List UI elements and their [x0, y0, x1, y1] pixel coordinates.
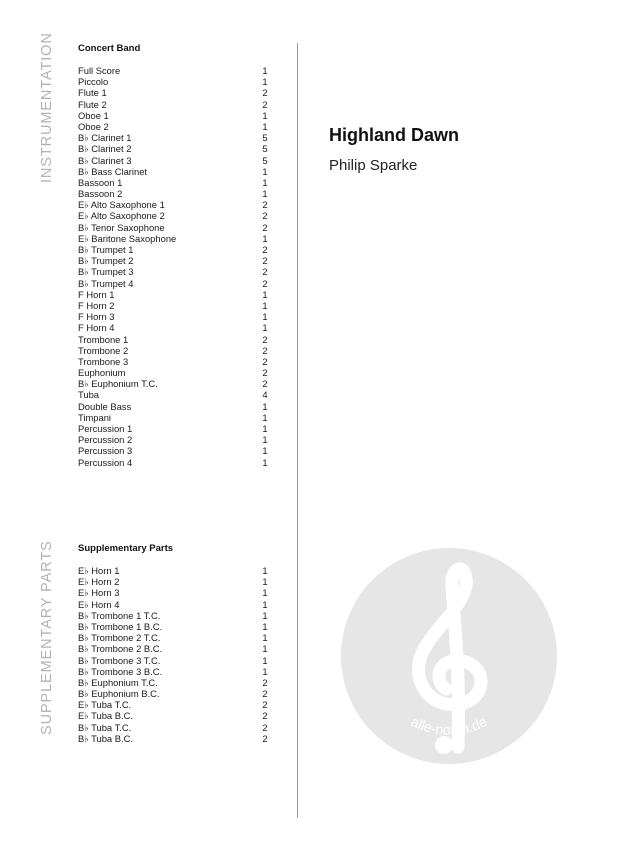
part-count: 5: [262, 154, 268, 166]
part-name: B♭ Trombone 1 T.C.: [78, 609, 161, 621]
supplementary-part-row: [78, 610, 270, 621]
watermark-text: alle-noten.de: [408, 713, 490, 738]
part-name: B♭ Trombone 2 B.C.: [78, 643, 163, 655]
supplementary-part-row: [78, 587, 270, 598]
part-name: B♭ Bass Clarinet: [78, 165, 148, 177]
part-count: 1: [262, 288, 268, 300]
supplementary-parts-heading: Supplementary Parts: [78, 543, 174, 554]
supplementary-part-row: [78, 655, 270, 666]
supplementary-part-row: [78, 677, 270, 688]
concert-band-part-row: [78, 76, 270, 87]
part-name: B♭ Tuba T.C.: [78, 721, 132, 733]
part-name: Oboe 1: [78, 109, 109, 121]
supplementary-part-row: [78, 722, 270, 733]
part-count: 2: [262, 244, 268, 255]
part-count: 2: [262, 255, 268, 267]
part-name: F Horn 2: [78, 299, 115, 311]
part-count: 2: [262, 221, 268, 233]
part-count: 1: [262, 576, 268, 588]
concert-band-part-row: [78, 356, 270, 367]
concert-band-part-row: [78, 378, 270, 389]
part-name: Percussion 4: [78, 456, 133, 468]
concert-band-part-row: [78, 434, 270, 445]
concert-band-part-row: [78, 311, 270, 322]
part-count: 2: [262, 87, 268, 99]
concert-band-part-row: [78, 210, 270, 221]
concert-band-part-row: [78, 65, 270, 76]
part-count: 1: [262, 165, 268, 177]
alle-noten-watermark-logo: [340, 547, 558, 765]
part-count: 2: [262, 266, 268, 278]
part-count: 2: [262, 732, 268, 744]
part-count: 2: [262, 378, 268, 390]
concert-band-part-row: [78, 188, 270, 199]
part-name: Timpani: [78, 411, 111, 423]
part-count: 1: [262, 176, 268, 188]
part-name: Percussion 2: [78, 434, 133, 446]
part-count: 1: [262, 299, 268, 311]
part-name: Flute 1: [78, 87, 107, 99]
supplementary-part-row: [78, 643, 270, 654]
part-count: 1: [262, 434, 268, 446]
part-count: 2: [262, 210, 268, 222]
part-name: B♭ Tuba B.C.: [78, 732, 133, 744]
supplementary-part-row: [78, 632, 270, 643]
concert-band-part-row: [78, 334, 270, 345]
part-name: Trombone 1: [78, 333, 129, 345]
part-name: B♭ Trumpet 4: [78, 277, 134, 289]
concert-band-part-row: [78, 255, 270, 266]
part-name: B♭ Trombone 3 T.C.: [78, 654, 161, 666]
concert-band-part-row: [78, 412, 270, 423]
concert-band-part-row: [78, 87, 270, 98]
concert-band-part-row: [78, 143, 270, 154]
part-name: B♭ Trombone 1 B.C.: [78, 620, 163, 632]
concert-band-part-row: [78, 322, 270, 333]
part-name: Euphonium: [78, 367, 126, 379]
concert-band-part-row: [78, 132, 270, 143]
concert-band-part-row: [78, 300, 270, 311]
part-name: E♭ Tuba T.C.: [78, 699, 132, 711]
part-name: E♭ Horn 4: [78, 598, 120, 610]
concert-band-part-row: [78, 445, 270, 456]
part-name: Trombone 2: [78, 344, 129, 356]
part-count: 1: [262, 400, 268, 412]
part-name: E♭ Alto Saxophone 1: [78, 199, 165, 211]
concert-band-part-row: [78, 367, 270, 378]
supplementary-part-row: [78, 666, 270, 677]
supplementary-part-row: [78, 565, 270, 576]
concert-band-part-row: [78, 155, 270, 166]
part-name: B♭ Euphonium B.C.: [78, 688, 160, 700]
concert-band-part-row: [78, 110, 270, 121]
supplementary-side-label: SUPPLEMENTARY PARTS: [39, 540, 55, 735]
part-name: E♭ Horn 1: [78, 565, 120, 576]
part-count: 1: [262, 311, 268, 323]
part-name: B♭ Trombone 3 B.C.: [78, 665, 163, 677]
part-name: B♭ Trumpet 3: [78, 266, 134, 278]
part-name: E♭ Horn 2: [78, 576, 120, 588]
part-count: 1: [262, 423, 268, 434]
part-count: 4: [262, 389, 268, 401]
supplementary-part-list: [78, 565, 270, 744]
part-count: 1: [262, 609, 268, 621]
part-count: 2: [262, 721, 268, 733]
part-count: 1: [262, 65, 268, 76]
part-name: E♭ Horn 3: [78, 587, 120, 599]
piece-title: Highland Dawn: [329, 125, 459, 145]
part-count: 1: [262, 565, 268, 576]
part-count: 1: [262, 620, 268, 632]
part-name: B♭ Clarinet 1: [78, 132, 132, 144]
part-name: E♭ Alto Saxophone 2: [78, 210, 165, 222]
concert-band-part-row: [78, 457, 270, 468]
part-name: B♭ Trumpet 1: [78, 244, 134, 255]
part-count: 1: [262, 322, 268, 334]
concert-band-part-row: [78, 222, 270, 233]
part-count: 1: [262, 598, 268, 610]
part-name: E♭ Tuba B.C.: [78, 710, 133, 722]
concert-band-part-row: [78, 266, 270, 277]
concert-band-heading: Concert Band: [78, 43, 141, 54]
supplementary-part-row: [78, 733, 270, 744]
concert-band-part-row: [78, 121, 270, 132]
part-count: 1: [262, 76, 268, 88]
part-name: Oboe 2: [78, 120, 109, 132]
concert-band-part-row: [78, 99, 270, 110]
part-count: 2: [262, 676, 268, 688]
concert-band-part-row: [78, 177, 270, 188]
instrumentation-side-label: INSTRUMENTATION: [39, 32, 55, 183]
part-name: Trombone 3: [78, 355, 129, 367]
part-name: B♭ Euphonium T.C.: [78, 676, 158, 688]
supplementary-part-row: [78, 599, 270, 610]
concert-band-part-list: [78, 65, 270, 468]
part-name: Piccolo: [78, 76, 109, 88]
part-count: 1: [262, 456, 268, 468]
part-count: 1: [262, 654, 268, 666]
concert-band-part-row: [78, 199, 270, 210]
concert-band-part-row: [78, 389, 270, 400]
part-name: B♭ Euphonium T.C.: [78, 378, 158, 390]
part-name: Tuba: [78, 389, 100, 401]
supplementary-part-row: [78, 576, 270, 587]
part-name: F Horn 3: [78, 311, 115, 323]
part-count: 1: [262, 587, 268, 599]
part-count: 2: [262, 355, 268, 367]
part-count: 1: [262, 445, 268, 457]
part-count: 5: [262, 132, 268, 144]
concert-band-part-row: [78, 166, 270, 177]
part-count: 2: [262, 344, 268, 356]
part-count: 2: [262, 199, 268, 211]
concert-band-part-row: [78, 401, 270, 412]
part-name: B♭ Clarinet 3: [78, 154, 132, 166]
part-name: B♭ Trumpet 2: [78, 255, 134, 267]
part-count: 1: [262, 632, 268, 644]
part-name: Bassoon 1: [78, 176, 123, 188]
part-count: 1: [262, 188, 268, 200]
part-count: 2: [262, 98, 268, 110]
part-name: F Horn 4: [78, 322, 115, 334]
concert-band-part-row: [78, 278, 270, 289]
part-count: 1: [262, 232, 268, 244]
composer-name: Philip Sparke: [329, 157, 418, 174]
part-name: B♭ Clarinet 2: [78, 143, 132, 155]
part-count: 2: [262, 688, 268, 700]
part-count: 2: [262, 367, 268, 379]
supplementary-part-row: [78, 710, 270, 721]
column-divider: [297, 43, 298, 818]
part-count: 1: [262, 643, 268, 655]
supplementary-part-row: [78, 688, 270, 699]
part-name: Bassoon 2: [78, 188, 123, 200]
supplementary-part-row: [78, 621, 270, 632]
part-name: Percussion 1: [78, 423, 133, 434]
part-count: 2: [262, 699, 268, 711]
part-name: Percussion 3: [78, 445, 133, 457]
concert-band-part-row: [78, 289, 270, 300]
part-count: 1: [262, 120, 268, 132]
part-count: 2: [262, 277, 268, 289]
concert-band-part-row: [78, 244, 270, 255]
part-name: B♭ Trombone 2 T.C.: [78, 632, 161, 644]
part-count: 1: [262, 411, 268, 423]
part-count: 2: [262, 710, 268, 722]
part-name: B♭ Tenor Saxophone: [78, 221, 165, 233]
supplementary-part-row: [78, 699, 270, 710]
part-count: 1: [262, 109, 268, 121]
part-name: E♭ Baritone Saxophone: [78, 232, 177, 244]
concert-band-part-row: [78, 233, 270, 244]
part-name: F Horn 1: [78, 288, 115, 300]
part-name: Full Score: [78, 65, 121, 76]
concert-band-part-row: [78, 345, 270, 356]
part-name: Flute 2: [78, 98, 107, 110]
concert-band-part-row: [78, 423, 270, 434]
part-name: Double Bass: [78, 400, 132, 412]
part-count: 1: [262, 665, 268, 677]
part-count: 2: [262, 333, 268, 345]
part-count: 5: [262, 143, 268, 155]
